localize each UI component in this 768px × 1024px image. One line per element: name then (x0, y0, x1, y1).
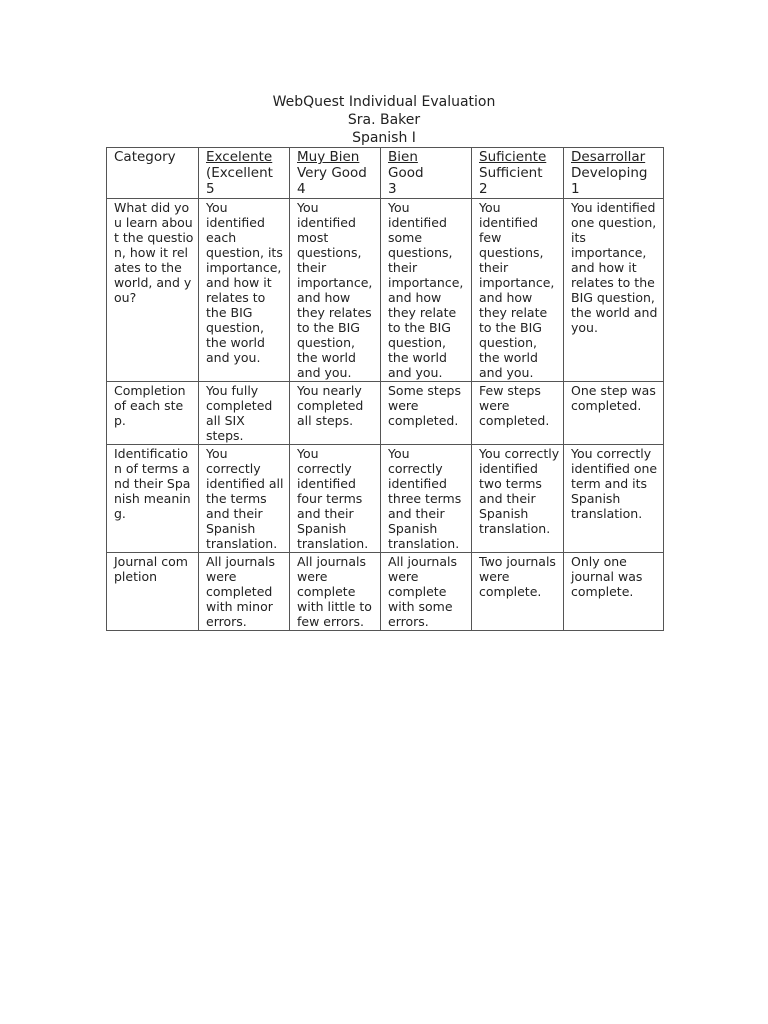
rubric-header-row (107, 148, 664, 199)
level-score: 3 (388, 181, 397, 197)
rubric-cell: One step was completed. (564, 382, 664, 445)
level-header-4 (290, 148, 381, 199)
rubric-cell: You correctly identified two terms and their Spanish translation. (472, 445, 564, 553)
rubric-cell: You correctly identified four terms and their Spanish translation. (290, 445, 381, 553)
level-english: Developing (571, 165, 648, 181)
rubric-cell: You identified some questions, their importance, and how they relate to the BIG question, the world and you. (381, 199, 472, 382)
row-category: Completion of each step. (107, 382, 199, 445)
level-spanish: Desarrollar (571, 149, 646, 165)
rubric-cell: You correctly identified three terms and their Spanish translation. (381, 445, 472, 553)
rubric-cell: You fully completed all SIX steps. (199, 382, 290, 445)
level-header-3 (381, 148, 472, 199)
level-header-2 (472, 148, 564, 199)
teacher-name: Sra. Baker (347, 112, 421, 128)
level-score: 2 (479, 181, 488, 197)
rubric-cell: You identified few questions, their importance, and how they relate to the BIG question, the world and you. (472, 199, 564, 382)
level-header-1 (564, 148, 664, 199)
rubric-cell: You identified one question, its importance, and how it relates to the BIG question, the world and you. (564, 199, 664, 382)
rubric-cell: All journals were completed with minor errors. (199, 553, 290, 631)
level-spanish: Suficiente (479, 149, 547, 165)
document-title: WebQuest Individual Evaluation (272, 94, 496, 110)
rubric-cell: You identified each question, its importance, and how it relates to the BIG question, the world and you. (199, 199, 290, 382)
rubric-cell: You identified most questions, their importance, and how they relates to the BIG question, the world and you. (290, 199, 381, 382)
level-english: (Excellent (206, 165, 273, 181)
row-category: What did you learn about the question, how it relates to the world, and you? (107, 199, 199, 382)
course-name: Spanish I (352, 130, 416, 146)
rubric-row-journal (107, 553, 664, 631)
rubric-table (106, 147, 664, 631)
rubric-row-steps (107, 382, 664, 445)
category-header: Category (107, 148, 199, 199)
level-spanish: Bien (388, 149, 418, 165)
level-spanish: Excelente (206, 149, 273, 165)
level-score: 4 (297, 181, 306, 197)
rubric-cell: You nearly completed all steps. (290, 382, 381, 445)
rubric-row-learning (107, 199, 664, 382)
level-english: Very Good (297, 165, 367, 181)
document-header (0, 93, 768, 147)
level-score: 5 (206, 181, 215, 197)
rubric-cell: You correctly identified one term and its Spanish translation. (564, 445, 664, 553)
rubric-cell: Only one journal was complete. (564, 553, 664, 631)
rubric-cell: You correctly identified all the terms and their Spanish translation. (199, 445, 290, 553)
level-header-5 (199, 148, 290, 199)
row-category: Journal completion (107, 553, 199, 631)
rubric-row-terms (107, 445, 664, 553)
rubric-cell: All journals were complete with some errors. (381, 553, 472, 631)
rubric-cell: Some steps were completed. (381, 382, 472, 445)
rubric-cell: Few steps were completed. (472, 382, 564, 445)
level-english: Sufficient (479, 165, 543, 181)
level-english: Good (388, 165, 424, 181)
level-score: 1 (571, 181, 580, 197)
rubric-cell: Two journals were complete. (472, 553, 564, 631)
level-spanish: Muy Bien (297, 149, 360, 165)
rubric-cell: All journals were complete with little to few errors. (290, 553, 381, 631)
row-category: Identification of terms and their Spanish meaning. (107, 445, 199, 553)
